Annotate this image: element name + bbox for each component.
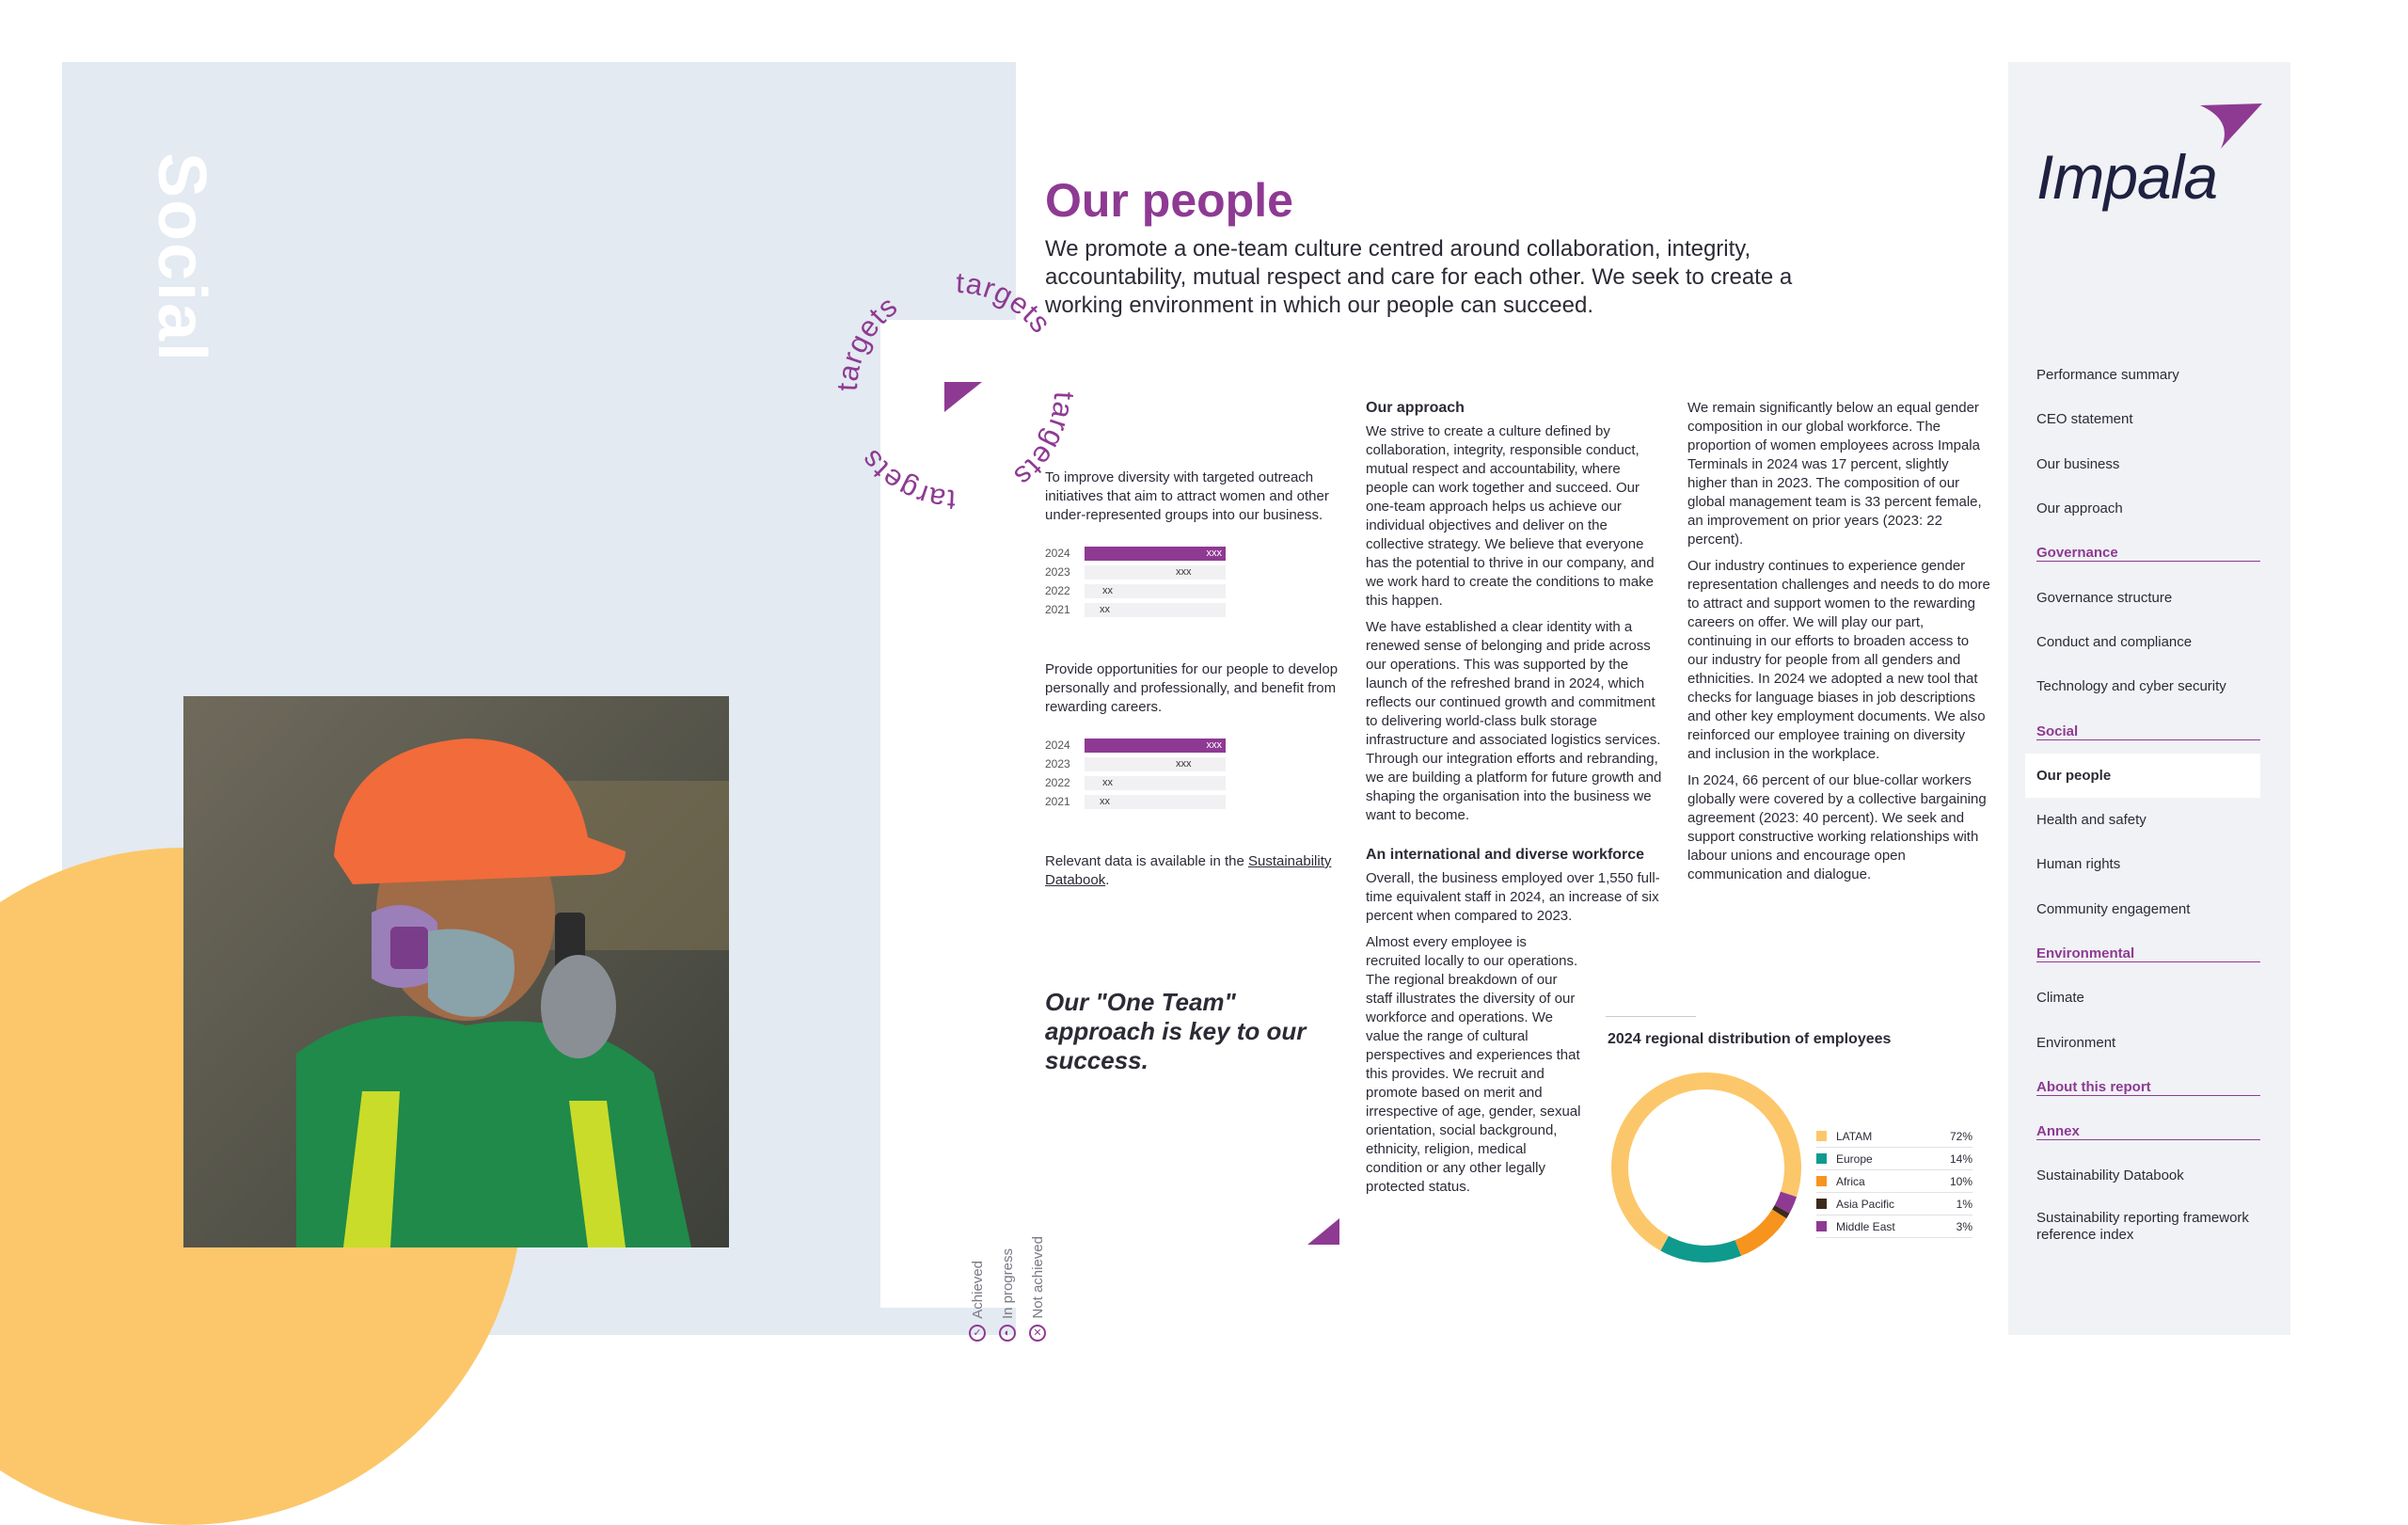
half-circle-icon: ◐ bbox=[999, 1325, 1016, 1342]
databook-note: Relevant data is available in the Sustainability Databook. bbox=[1045, 853, 1332, 888]
minichart-year: 2023 bbox=[1045, 757, 1070, 770]
check-circle-icon: ✓ bbox=[969, 1325, 986, 1342]
nav-item-health-and-safety[interactable]: Health and safety bbox=[2036, 812, 2147, 829]
legend-label: Middle East bbox=[1836, 1219, 1895, 1233]
minichart-bar bbox=[1085, 739, 1226, 753]
minichart-value: xxx bbox=[1206, 739, 1222, 751]
minichart-track bbox=[1085, 757, 1226, 771]
gender-paragraph-2: Our industry continues to experience gender representation challenges and needs to do more to attract and support women to the rewarding careers on offer. We will play our part, continuing in our efforts to broaden access to our industry for people from all genders and ethnicities. In 2024 we adopted a new tool that checks for language biases in job descriptions and other key employment documents. We also reinforced our employee training on diversity and inclusion in the workplace. bbox=[1687, 558, 1990, 762]
cross-circle-icon: ✕ bbox=[1029, 1325, 1046, 1342]
minichart-track bbox=[1085, 739, 1226, 753]
nav-item-sustainability-databook[interactable]: Sustainability Databook bbox=[2036, 1168, 2184, 1184]
target-text: To improve diversity with targeted outreach initiatives that aim to attract women and other under-represented groups into our business. bbox=[1045, 469, 1329, 523]
chart-title: 2024 regional distribution of employees bbox=[1608, 1031, 1892, 1047]
minichart-track bbox=[1085, 547, 1226, 561]
minichart-track bbox=[1085, 795, 1226, 809]
nav-item-environmental[interactable]: Environmental bbox=[2025, 931, 2260, 976]
worker-photo bbox=[183, 696, 729, 1247]
minichart-bar bbox=[1085, 795, 1096, 809]
minichart-value: xxx bbox=[1206, 547, 1222, 559]
nav-item-annex[interactable]: Annex bbox=[2025, 1109, 2260, 1153]
databook-link[interactable]: Sustainability Databook bbox=[1045, 853, 1332, 888]
status-achieved: Achieved ✓ bbox=[965, 1261, 990, 1342]
side-navigation bbox=[2008, 62, 2290, 1335]
minichart-year: 2022 bbox=[1045, 776, 1070, 789]
nav-item-sustainability-reporting-framework-reference-index[interactable]: Sustainability reporting framework reference index bbox=[2036, 1209, 2249, 1243]
chart-rule bbox=[1606, 1016, 1696, 1017]
minichart-bar bbox=[1085, 584, 1099, 598]
target-development bbox=[1045, 660, 1346, 811]
nav-item-our-people[interactable]: Our people bbox=[2025, 754, 2260, 798]
nav-item-human-rights[interactable]: Human rights bbox=[2036, 856, 2121, 873]
minichart-value: xx bbox=[1102, 776, 1113, 788]
minichart-year: 2022 bbox=[1045, 584, 1070, 597]
workforce-heading: An international and diverse workforce bbox=[1366, 847, 1645, 863]
minichart-row bbox=[1045, 600, 1346, 619]
regional-distribution-chart bbox=[1606, 1016, 1982, 1279]
targets-column bbox=[1045, 469, 1346, 890]
lead-paragraph: We promote a one-team culture centred around collaboration, integrity, accountability, mutual respect and care for each other. We seek to create a working environment in which our people can succeed. bbox=[1045, 236, 1793, 318]
minichart-year: 2024 bbox=[1045, 739, 1070, 752]
minichart-bar bbox=[1085, 757, 1172, 771]
minichart-year: 2023 bbox=[1045, 565, 1070, 579]
donut-slice-middle-east bbox=[1782, 1194, 1789, 1209]
minichart-track bbox=[1085, 603, 1226, 617]
legend-value: 72% bbox=[1949, 1129, 1972, 1143]
minichart-year: 2021 bbox=[1045, 795, 1070, 808]
minichart-row bbox=[1045, 792, 1346, 811]
nav-item-conduct-and-compliance[interactable]: Conduct and compliance bbox=[2036, 633, 2193, 650]
minichart-year: 2021 bbox=[1045, 603, 1070, 616]
legend-row bbox=[1816, 1125, 1972, 1148]
nav-item-our-business[interactable]: Our business bbox=[2036, 455, 2120, 472]
nav-item-social[interactable]: Social bbox=[2025, 708, 2260, 753]
target-text: Provide opportunities for our people to develop personally and professionally, and benefit from rewarding careers. bbox=[1045, 661, 1339, 715]
targets-text: targets bbox=[830, 289, 904, 392]
minichart-value: xx bbox=[1102, 584, 1113, 596]
legend-row bbox=[1816, 1170, 1972, 1193]
legend-value: 10% bbox=[1949, 1174, 1972, 1188]
donut-chart bbox=[1606, 1067, 1807, 1268]
workforce-paragraph-1: Overall, the business employed over 1,550 full-time equivalent staff in 2024, an increase of six percent when compared to 2023. bbox=[1366, 870, 1660, 924]
svg-text:targets: targets bbox=[955, 265, 1058, 340]
nav-item-technology-and-cyber-security[interactable]: Technology and cyber security bbox=[2036, 678, 2226, 695]
minichart-value: xxx bbox=[1176, 757, 1192, 770]
legend-swatch bbox=[1816, 1176, 1827, 1186]
minichart-track bbox=[1085, 584, 1226, 598]
nav-item-governance[interactable]: Governance bbox=[2025, 531, 2260, 575]
legend-label: LATAM bbox=[1836, 1129, 1873, 1143]
minichart-bar bbox=[1085, 565, 1172, 580]
page-title: Our people bbox=[1045, 174, 1293, 227]
donut-slice-asia-pacific bbox=[1780, 1209, 1782, 1214]
minichart-row bbox=[1045, 736, 1346, 755]
minichart-value: xxx bbox=[1176, 565, 1192, 578]
legend-swatch bbox=[1816, 1153, 1827, 1164]
approach-heading: Our approach bbox=[1366, 400, 1465, 416]
logo-text: Impala bbox=[2036, 142, 2218, 212]
minichart-bar bbox=[1085, 603, 1096, 617]
donut-slice-europe bbox=[1665, 1244, 1738, 1254]
legend-row bbox=[1816, 1148, 1972, 1170]
purple-triangle-icon bbox=[1307, 1218, 1339, 1245]
legend-label: Africa bbox=[1836, 1174, 1865, 1188]
legend-label: Asia Pacific bbox=[1836, 1197, 1895, 1211]
svg-text:targets: targets bbox=[853, 443, 957, 517]
approach-paragraph-2: We have established a clear identity with a renewed sense of belonging and pride across our operations. This was supported by the launch of the refreshed brand in 2024, which reflects our continued growth and commitment to delivering world-class bulk storage infrastructure and associated logistics services. Through our integration efforts and rebranding, we are building a platform for future growth and shaping the organisation into the business we want to become. bbox=[1366, 619, 1662, 823]
minichart-bar bbox=[1085, 776, 1099, 790]
target-diversity bbox=[1045, 469, 1346, 619]
status-legend bbox=[965, 1210, 1078, 1342]
legend-row bbox=[1816, 1215, 1972, 1238]
legend-swatch bbox=[1816, 1199, 1827, 1209]
section-label: Social bbox=[144, 152, 219, 364]
legend-value: 1% bbox=[1956, 1197, 1972, 1211]
status-in-progress: In progress ◐ bbox=[995, 1248, 1020, 1342]
pull-quote: Our "One Team" approach is key to our success. bbox=[1045, 988, 1307, 1074]
gender-paragraph-1: We remain significantly below an equal gender composition in our global workforce. The proportion of women employees across Impala Terminals in 2024 was 17 percent, slightly higher than in 2023. The composition of our global management team is 33 percent female, an improvement on prior years (2023: 22 percent). bbox=[1687, 400, 1982, 548]
workforce-paragraph-2: Almost every employee is recruited locally to our operations. The regional breakdown of our staff illustrates the diversity of our workforce and operations. We value the range of cultural perspectives and experiences that this provides. We recruit and promote based on merit and irrespective of age, gender, sexual orientation, social background, ethnicity, religion, medical condition or any other legally protected status. bbox=[1366, 934, 1581, 1195]
legend-value: 3% bbox=[1956, 1219, 1972, 1233]
nav-item-about-this-report[interactable]: About this report bbox=[2025, 1065, 2260, 1109]
target-minichart bbox=[1045, 736, 1346, 811]
minichart-year: 2024 bbox=[1045, 547, 1070, 560]
status-not-achieved: Not achieved ✕ bbox=[1025, 1236, 1050, 1342]
minichart-row bbox=[1045, 544, 1346, 563]
impala-logo bbox=[2036, 100, 2290, 213]
minichart-row bbox=[1045, 773, 1346, 792]
legend-value: 14% bbox=[1949, 1152, 1972, 1166]
minichart-row bbox=[1045, 563, 1346, 581]
nav-item-ceo-statement[interactable]: CEO statement bbox=[2036, 411, 2133, 428]
nav-item-our-approach[interactable]: Our approach bbox=[2036, 500, 2123, 517]
purple-triangle-icon bbox=[944, 382, 982, 412]
bargaining-paragraph: In 2024, 66 percent of our blue-collar workers globally were covered by a collective bargaining agreement (2023: 40 percent). We seek and support constructive working relationships with labour unions and encourage open communication and dialogue. bbox=[1687, 772, 1987, 882]
minichart-row bbox=[1045, 755, 1346, 773]
minichart-track bbox=[1085, 565, 1226, 580]
minichart-track bbox=[1085, 776, 1226, 790]
legend-swatch bbox=[1816, 1131, 1827, 1141]
svg-text:targets: targets bbox=[1007, 390, 1082, 494]
gender-column bbox=[1687, 399, 1990, 892]
nav-item-governance-structure[interactable]: Governance structure bbox=[2036, 589, 2173, 606]
minichart-value: xx bbox=[1100, 795, 1110, 807]
nav-item-environment[interactable]: Environment bbox=[2036, 1034, 2116, 1051]
minichart-row bbox=[1045, 581, 1346, 600]
legend-row bbox=[1816, 1193, 1972, 1215]
nav-item-community-engagement[interactable]: Community engagement bbox=[2036, 900, 2191, 917]
target-minichart bbox=[1045, 544, 1346, 619]
minichart-bar bbox=[1085, 547, 1226, 561]
nav-item-performance-summary[interactable]: Performance summary bbox=[2036, 367, 2179, 384]
nav-list bbox=[2025, 353, 2260, 1255]
nav-item-climate[interactable]: Climate bbox=[2036, 990, 2084, 1007]
legend-swatch bbox=[1816, 1221, 1827, 1231]
approach-paragraph-1: We strive to create a culture defined by collaboration, integrity, responsible conduct, mutual respect and accountability, where people can work together and succeed. Our one-team approach helps us achieve our individual objectives and deliver on the collective strategy. We believe that everyone has the potential to thrive in our company, and we work hard to create the conditions to make this happen. bbox=[1366, 423, 1655, 609]
chart-legend bbox=[1816, 1125, 1972, 1238]
minichart-value: xx bbox=[1100, 603, 1110, 615]
legend-label: Europe bbox=[1836, 1152, 1873, 1166]
donut-slice-africa bbox=[1738, 1214, 1780, 1247]
